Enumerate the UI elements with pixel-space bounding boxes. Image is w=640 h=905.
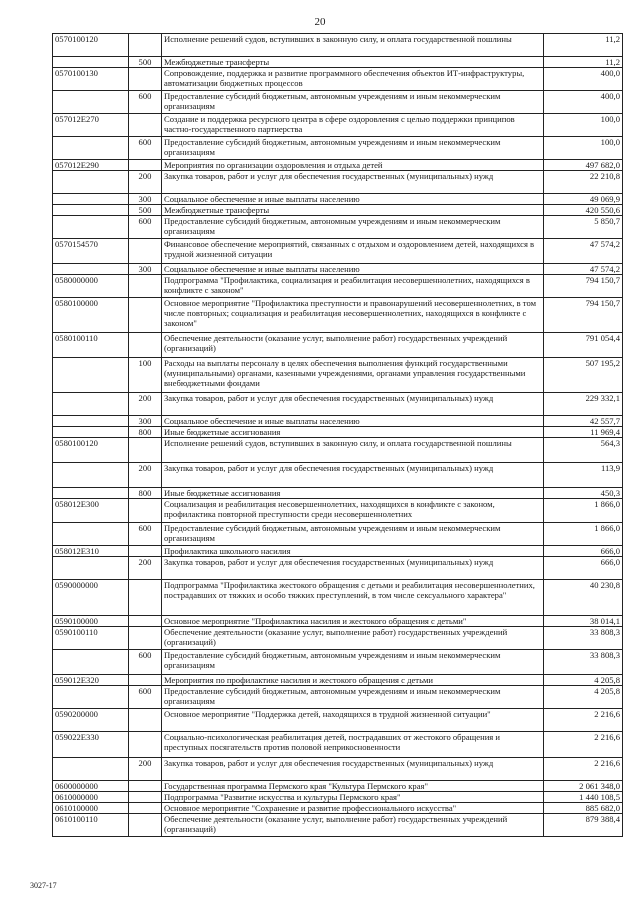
row-expense-type: 600 <box>129 686 162 709</box>
row-amount: 42 557,7 <box>544 416 623 427</box>
table-row <box>53 416 623 427</box>
row-amount: 2 216,6 <box>544 758 623 781</box>
row-expense-type: 800 <box>129 427 162 438</box>
table-row <box>53 137 623 160</box>
row-name: Закупка товаров, работ и услуг для обеспечения государственных (муниципальных) нужд <box>162 463 544 488</box>
row-amount: 400,0 <box>544 91 623 114</box>
table-row <box>53 114 623 137</box>
row-expense-type: 100 <box>129 358 162 393</box>
row-amount: 33 808,3 <box>544 650 623 675</box>
row-name: Межбюджетные трансферты <box>162 57 544 68</box>
row-amount: 879 388,4 <box>544 814 623 837</box>
row-code: 0580100120 <box>53 438 129 463</box>
row-expense-type: 600 <box>129 523 162 546</box>
row-name: Основное мероприятие "Профилактика преступности и правонарушений несовершеннолетних, в том числе повторных; социализация и реабилитация несовершеннолетних, находящихся в конфликте с законом" <box>162 298 544 333</box>
row-name: Предоставление субсидий бюджетным, автономным учреждениям и иным некоммерческим организациям <box>162 137 544 160</box>
row-amount: 11,2 <box>544 57 623 68</box>
row-code: 059022Е330 <box>53 732 129 758</box>
row-expense-type <box>129 546 162 557</box>
row-code: 0610100110 <box>53 814 129 837</box>
table-row <box>53 709 623 732</box>
row-expense-type: 600 <box>129 91 162 114</box>
row-amount: 22 210,8 <box>544 171 623 194</box>
budget-table-body <box>53 34 623 837</box>
table-row <box>53 333 623 358</box>
row-amount: 11 969,4 <box>544 427 623 438</box>
row-name: Основное мероприятие "Поддержка детей, находящихся в трудной жизненной ситуации" <box>162 709 544 732</box>
row-expense-type: 300 <box>129 194 162 205</box>
row-expense-type: 200 <box>129 393 162 416</box>
row-code: 057012Е290 <box>53 160 129 171</box>
row-expense-type <box>129 709 162 732</box>
table-row <box>53 523 623 546</box>
row-code <box>53 416 129 427</box>
row-code <box>53 758 129 781</box>
row-name: Основное мероприятие "Сохранение и развитие профессионального искусства" <box>162 803 544 814</box>
document-code: 3027-17 <box>30 881 57 890</box>
row-code: 0590200000 <box>53 709 129 732</box>
table-row <box>53 216 623 239</box>
row-name: Предоставление субсидий бюджетным, автономным учреждениям и иным некоммерческим организациям <box>162 650 544 675</box>
row-amount: 1 866,0 <box>544 499 623 523</box>
row-code <box>53 427 129 438</box>
table-row <box>53 427 623 438</box>
row-code: 0580000000 <box>53 275 129 298</box>
row-name: Обеспечение деятельности (оказание услуг, выполнение работ) государственных учреждений (организаций) <box>162 333 544 358</box>
table-row <box>53 557 623 580</box>
table-row <box>53 438 623 463</box>
row-expense-type <box>129 239 162 264</box>
row-expense-type <box>129 781 162 792</box>
row-amount: 497 682,0 <box>544 160 623 171</box>
row-name: Финансовое обеспечение мероприятий, связанных с отдыхом и оздоровлением детей, находящихся в трудной жизненной ситуации <box>162 239 544 264</box>
row-expense-type <box>129 803 162 814</box>
row-code <box>53 523 129 546</box>
table-row <box>53 627 623 650</box>
row-code <box>53 91 129 114</box>
row-name: Социальное обеспечение и иные выплаты населению <box>162 194 544 205</box>
row-code <box>53 488 129 499</box>
row-amount: 1 440 108,5 <box>544 792 623 803</box>
row-expense-type <box>129 627 162 650</box>
row-code: 0570100130 <box>53 68 129 91</box>
row-code: 059012Е320 <box>53 675 129 686</box>
row-name: Подпрограмма "Профилактика, социализация и реабилитация несовершеннолетних, находящихся в конфликте с законом" <box>162 275 544 298</box>
table-row <box>53 616 623 627</box>
row-amount: 38 014,1 <box>544 616 623 627</box>
table-row <box>53 275 623 298</box>
row-code: 0580100110 <box>53 333 129 358</box>
row-name: Расходы на выплаты персоналу в целях обеспечения выполнения функций государственными (муниципальными) органами, казенными учреждениями, органами управления государственными внебюджетными фондами <box>162 358 544 393</box>
row-name: Подпрограмма "Развитие искусства и культуры Пермского края" <box>162 792 544 803</box>
row-code <box>53 205 129 216</box>
table-row <box>53 803 623 814</box>
row-code <box>53 57 129 68</box>
row-code: 058012Е310 <box>53 546 129 557</box>
row-code: 0590100000 <box>53 616 129 627</box>
row-code: 0610000000 <box>53 792 129 803</box>
row-amount: 1 866,0 <box>544 523 623 546</box>
table-row <box>53 686 623 709</box>
row-expense-type <box>129 275 162 298</box>
row-expense-type: 200 <box>129 758 162 781</box>
table-row <box>53 68 623 91</box>
row-expense-type: 600 <box>129 650 162 675</box>
table-row <box>53 393 623 416</box>
row-name: Закупка товаров, работ и услуг для обеспечения государственных (муниципальных) нужд <box>162 557 544 580</box>
table-row <box>53 194 623 205</box>
row-amount: 100,0 <box>544 114 623 137</box>
row-name: Социальное обеспечение и иные выплаты населению <box>162 264 544 275</box>
row-name: Предоставление субсидий бюджетным, автономным учреждениям и иным некоммерческим организациям <box>162 91 544 114</box>
row-code: 058012Е300 <box>53 499 129 523</box>
row-amount: 507 195,2 <box>544 358 623 393</box>
table-row <box>53 34 623 57</box>
row-code <box>53 137 129 160</box>
row-name: Закупка товаров, работ и услуг для обеспечения государственных (муниципальных) нужд <box>162 171 544 194</box>
row-amount: 33 808,3 <box>544 627 623 650</box>
row-code <box>53 686 129 709</box>
row-amount: 791 054,4 <box>544 333 623 358</box>
row-name: Основное мероприятие "Профилактика насилия и жестокого обращения с детьми" <box>162 616 544 627</box>
row-amount: 40 230,8 <box>544 580 623 616</box>
table-row <box>53 264 623 275</box>
table-row <box>53 358 623 393</box>
table-row <box>53 239 623 264</box>
row-expense-type <box>129 814 162 837</box>
row-amount: 450,3 <box>544 488 623 499</box>
row-name: Исполнение решений судов, вступивших в законную силу, и оплата государственной пошлины <box>162 438 544 463</box>
row-code <box>53 650 129 675</box>
row-name: Обеспечение деятельности (оказание услуг, выполнение работ) государственных учреждений (организаций) <box>162 627 544 650</box>
row-name: Иные бюджетные ассигнования <box>162 488 544 499</box>
row-amount: 100,0 <box>544 137 623 160</box>
row-amount: 564,3 <box>544 438 623 463</box>
row-code: 057012Е270 <box>53 114 129 137</box>
row-code <box>53 194 129 205</box>
row-code: 0600000000 <box>53 781 129 792</box>
row-expense-type: 300 <box>129 416 162 427</box>
row-amount: 4 205,8 <box>544 686 623 709</box>
table-row <box>53 171 623 194</box>
row-code <box>53 264 129 275</box>
row-code <box>53 171 129 194</box>
row-expense-type <box>129 616 162 627</box>
row-expense-type <box>129 580 162 616</box>
row-name: Межбюджетные трансферты <box>162 205 544 216</box>
row-amount: 2 216,6 <box>544 732 623 758</box>
row-code: 0590100110 <box>53 627 129 650</box>
table-row <box>53 650 623 675</box>
row-name: Закупка товаров, работ и услуг для обеспечения государственных (муниципальных) нужд <box>162 758 544 781</box>
row-expense-type <box>129 438 162 463</box>
row-amount: 420 550,6 <box>544 205 623 216</box>
table-row <box>53 781 623 792</box>
row-name: Сопровождение, поддержка и развитие программного обеспечения объектов ИТ-инфраструктуры, автоматизации бюджетных процессов <box>162 68 544 91</box>
row-amount: 794 150,7 <box>544 298 623 333</box>
row-amount: 4 205,8 <box>544 675 623 686</box>
row-expense-type <box>129 675 162 686</box>
row-expense-type: 200 <box>129 463 162 488</box>
row-expense-type <box>129 68 162 91</box>
row-name: Мероприятия по профилактике насилия и жестокого обращения с детьми <box>162 675 544 686</box>
row-amount: 2 216,6 <box>544 709 623 732</box>
row-expense-type: 200 <box>129 171 162 194</box>
row-expense-type: 500 <box>129 205 162 216</box>
row-expense-type <box>129 34 162 57</box>
row-name: Государственная программа Пермского края "Культура Пермского края" <box>162 781 544 792</box>
row-name: Создание и поддержка ресурсного центра в сфере оздоровления с целью поддержки принципов частно-государственного партнерства <box>162 114 544 137</box>
table-row <box>53 580 623 616</box>
row-expense-type <box>129 114 162 137</box>
row-expense-type <box>129 792 162 803</box>
row-name: Предоставление субсидий бюджетным, автономным учреждениям и иным некоммерческим организациям <box>162 216 544 239</box>
row-name: Социализация и реабилитация несовершеннолетних, находящихся в конфликте с законом, профилактика повторной преступности среди несовершеннолетних <box>162 499 544 523</box>
table-row <box>53 499 623 523</box>
row-code <box>53 463 129 488</box>
row-expense-type <box>129 160 162 171</box>
row-amount: 229 332,1 <box>544 393 623 416</box>
row-name: Закупка товаров, работ и услуг для обеспечения государственных (муниципальных) нужд <box>162 393 544 416</box>
row-name: Подпрограмма "Профилактика жестокого обращения с детьми и реабилитация несовершеннолетних, пострадавших от тяжких и особо тяжких преступлений, в том числе сексуального характера" <box>162 580 544 616</box>
table-row <box>53 205 623 216</box>
table-row <box>53 732 623 758</box>
row-name: Иные бюджетные ассигнования <box>162 427 544 438</box>
row-code <box>53 216 129 239</box>
row-code: 0570154570 <box>53 239 129 264</box>
row-expense-type: 600 <box>129 137 162 160</box>
row-expense-type <box>129 333 162 358</box>
row-code <box>53 393 129 416</box>
row-amount: 666,0 <box>544 557 623 580</box>
table-row <box>53 57 623 68</box>
row-expense-type: 200 <box>129 557 162 580</box>
row-amount: 49 069,9 <box>544 194 623 205</box>
row-amount: 885 682,0 <box>544 803 623 814</box>
row-amount: 666,0 <box>544 546 623 557</box>
table-row <box>53 546 623 557</box>
table-row <box>53 792 623 803</box>
row-amount: 47 574,2 <box>544 264 623 275</box>
row-amount: 794 150,7 <box>544 275 623 298</box>
row-amount: 11,2 <box>544 34 623 57</box>
row-name: Социальное обеспечение и иные выплаты населению <box>162 416 544 427</box>
row-expense-type: 500 <box>129 57 162 68</box>
table-row <box>53 463 623 488</box>
table-row <box>53 758 623 781</box>
page-number: 20 <box>314 16 326 28</box>
row-code: 0570100120 <box>53 34 129 57</box>
table-row <box>53 298 623 333</box>
row-name: Обеспечение деятельности (оказание услуг, выполнение работ) государственных учреждений (организаций) <box>162 814 544 837</box>
row-code <box>53 358 129 393</box>
row-expense-type <box>129 298 162 333</box>
row-amount: 5 850,7 <box>544 216 623 239</box>
row-code: 0590000000 <box>53 580 129 616</box>
table-row <box>53 488 623 499</box>
row-expense-type: 600 <box>129 216 162 239</box>
table-row <box>53 160 623 171</box>
row-amount: 2 061 348,0 <box>544 781 623 792</box>
table-row <box>53 91 623 114</box>
row-expense-type: 800 <box>129 488 162 499</box>
row-name: Предоставление субсидий бюджетным, автономным учреждениям и иным некоммерческим организациям <box>162 686 544 709</box>
budget-table <box>52 33 623 837</box>
row-name: Предоставление субсидий бюджетным, автономным учреждениям и иным некоммерческим организациям <box>162 523 544 546</box>
row-name: Исполнение решений судов, вступивших в законную силу, и оплата государственной пошлины <box>162 34 544 57</box>
row-name: Профилактика школьного насилия <box>162 546 544 557</box>
row-expense-type <box>129 499 162 523</box>
row-expense-type: 300 <box>129 264 162 275</box>
row-name: Мероприятия по организации оздоровления и отдыха детей <box>162 160 544 171</box>
table-row <box>53 675 623 686</box>
row-amount: 400,0 <box>544 68 623 91</box>
row-code: 0580100000 <box>53 298 129 333</box>
row-name: Социально-психологическая реабилитация детей, пострадавших от жестокого обращения и преступных посягательств против половой неприкосновенности <box>162 732 544 758</box>
row-amount: 113,9 <box>544 463 623 488</box>
row-code <box>53 557 129 580</box>
row-code: 0610100000 <box>53 803 129 814</box>
table-row <box>53 814 623 837</box>
row-expense-type <box>129 732 162 758</box>
row-amount: 47 574,2 <box>544 239 623 264</box>
